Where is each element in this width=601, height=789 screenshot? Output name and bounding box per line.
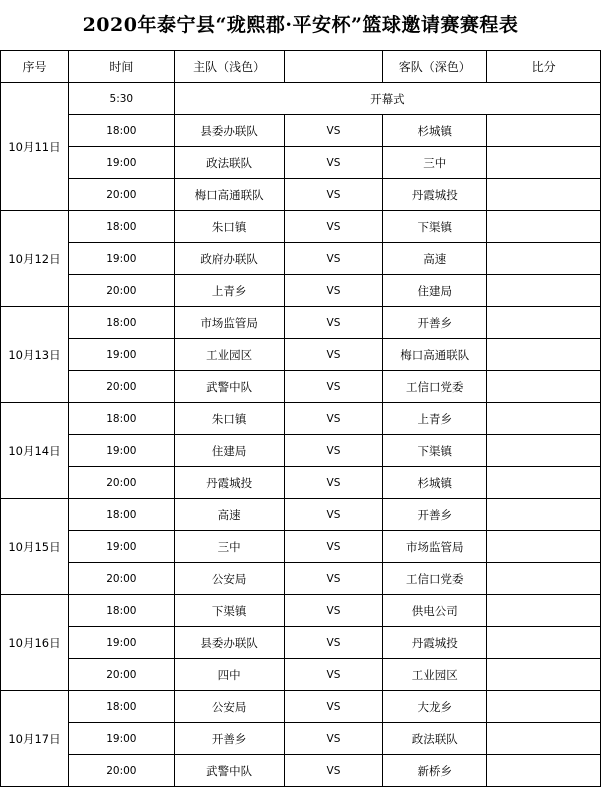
time-cell: 5:30 bbox=[68, 83, 174, 115]
score-cell bbox=[487, 563, 601, 595]
home-team-cell: 朱口镇 bbox=[174, 403, 284, 435]
opening-row bbox=[1, 83, 601, 115]
vs-cell: VS bbox=[284, 627, 383, 659]
vs-cell: VS bbox=[284, 147, 383, 179]
game-row bbox=[1, 275, 601, 307]
score-cell bbox=[487, 723, 601, 755]
game-row bbox=[1, 659, 601, 691]
home-team-cell: 住建局 bbox=[174, 435, 284, 467]
score-cell bbox=[487, 595, 601, 627]
game-row bbox=[1, 627, 601, 659]
time-cell: 19:00 bbox=[68, 723, 174, 755]
vs-cell: VS bbox=[284, 243, 383, 275]
home-team-cell: 高速 bbox=[174, 499, 284, 531]
game-row bbox=[1, 563, 601, 595]
home-team-cell: 工业园区 bbox=[174, 339, 284, 371]
away-team-cell: 下渠镇 bbox=[383, 211, 487, 243]
time-cell: 19:00 bbox=[68, 435, 174, 467]
score-cell bbox=[487, 627, 601, 659]
date-cell: 10月15日 bbox=[1, 499, 69, 595]
home-team-cell: 梅口高通联队 bbox=[174, 179, 284, 211]
away-team-cell: 杉城镇 bbox=[383, 467, 487, 499]
score-cell bbox=[487, 243, 601, 275]
away-team-cell: 大龙乡 bbox=[383, 691, 487, 723]
header-home: 主队（浅色） bbox=[174, 51, 284, 83]
time-cell: 18:00 bbox=[68, 595, 174, 627]
away-team-cell: 工业园区 bbox=[383, 659, 487, 691]
away-team-cell: 上青乡 bbox=[383, 403, 487, 435]
home-team-cell: 公安局 bbox=[174, 691, 284, 723]
vs-cell: VS bbox=[284, 595, 383, 627]
time-cell: 20:00 bbox=[68, 659, 174, 691]
time-cell: 20:00 bbox=[68, 179, 174, 211]
time-cell: 19:00 bbox=[68, 147, 174, 179]
schedule-table bbox=[0, 50, 601, 787]
game-row bbox=[1, 339, 601, 371]
vs-cell: VS bbox=[284, 723, 383, 755]
date-cell: 10月13日 bbox=[1, 307, 69, 403]
away-team-cell: 市场监管局 bbox=[383, 531, 487, 563]
game-row bbox=[1, 435, 601, 467]
away-team-cell: 丹霞城投 bbox=[383, 627, 487, 659]
score-cell bbox=[487, 403, 601, 435]
header-seq: 序号 bbox=[1, 51, 69, 83]
game-row bbox=[1, 499, 601, 531]
home-team-cell: 四中 bbox=[174, 659, 284, 691]
game-row bbox=[1, 723, 601, 755]
game-row bbox=[1, 179, 601, 211]
home-team-cell: 县委办联队 bbox=[174, 627, 284, 659]
opening-ceremony-cell: 开幕式 bbox=[174, 83, 600, 115]
vs-cell: VS bbox=[284, 563, 383, 595]
away-team-cell: 工信口党委 bbox=[383, 371, 487, 403]
header-score: 比分 bbox=[487, 51, 601, 83]
game-row bbox=[1, 403, 601, 435]
home-team-cell: 政府办联队 bbox=[174, 243, 284, 275]
vs-cell: VS bbox=[284, 179, 383, 211]
home-team-cell: 市场监管局 bbox=[174, 307, 284, 339]
game-row bbox=[1, 755, 601, 787]
home-team-cell: 三中 bbox=[174, 531, 284, 563]
date-cell: 10月17日 bbox=[1, 691, 69, 787]
home-team-cell: 上青乡 bbox=[174, 275, 284, 307]
vs-cell: VS bbox=[284, 467, 383, 499]
away-team-cell: 开善乡 bbox=[383, 499, 487, 531]
away-team-cell: 高速 bbox=[383, 243, 487, 275]
away-team-cell: 开善乡 bbox=[383, 307, 487, 339]
away-team-cell: 供电公司 bbox=[383, 595, 487, 627]
header-away: 客队（深色） bbox=[383, 51, 487, 83]
score-cell bbox=[487, 307, 601, 339]
time-cell: 18:00 bbox=[68, 307, 174, 339]
vs-cell: VS bbox=[284, 339, 383, 371]
vs-cell: VS bbox=[284, 403, 383, 435]
time-cell: 19:00 bbox=[68, 339, 174, 371]
time-cell: 20:00 bbox=[68, 755, 174, 787]
vs-cell: VS bbox=[284, 435, 383, 467]
game-row bbox=[1, 531, 601, 563]
away-team-cell: 住建局 bbox=[383, 275, 487, 307]
game-row bbox=[1, 115, 601, 147]
score-cell bbox=[487, 755, 601, 787]
header-time: 时间 bbox=[68, 51, 174, 83]
score-cell bbox=[487, 691, 601, 723]
vs-cell: VS bbox=[284, 115, 383, 147]
home-team-cell: 武警中队 bbox=[174, 755, 284, 787]
game-row bbox=[1, 211, 601, 243]
score-cell bbox=[487, 275, 601, 307]
away-team-cell: 新桥乡 bbox=[383, 755, 487, 787]
away-team-cell: 三中 bbox=[383, 147, 487, 179]
score-cell bbox=[487, 499, 601, 531]
game-row bbox=[1, 147, 601, 179]
score-cell bbox=[487, 211, 601, 243]
score-cell bbox=[487, 339, 601, 371]
header-vs bbox=[284, 51, 383, 83]
vs-cell: VS bbox=[284, 371, 383, 403]
time-cell: 18:00 bbox=[68, 115, 174, 147]
score-cell bbox=[487, 467, 601, 499]
away-team-cell: 政法联队 bbox=[383, 723, 487, 755]
game-row bbox=[1, 595, 601, 627]
score-cell bbox=[487, 179, 601, 211]
away-team-cell: 下渠镇 bbox=[383, 435, 487, 467]
score-cell bbox=[487, 659, 601, 691]
date-cell: 10月11日 bbox=[1, 83, 69, 211]
time-cell: 18:00 bbox=[68, 691, 174, 723]
time-cell: 18:00 bbox=[68, 403, 174, 435]
home-team-cell: 武警中队 bbox=[174, 371, 284, 403]
vs-cell: VS bbox=[284, 755, 383, 787]
header-row bbox=[1, 51, 601, 83]
score-cell bbox=[487, 147, 601, 179]
page-title: 2020年泰宁县“珑熙郡·平安杯”篮球邀请赛赛程表 bbox=[82, 14, 519, 36]
time-cell: 20:00 bbox=[68, 467, 174, 499]
date-cell: 10月14日 bbox=[1, 403, 69, 499]
date-cell: 10月16日 bbox=[1, 595, 69, 691]
vs-cell: VS bbox=[284, 499, 383, 531]
time-cell: 18:00 bbox=[68, 499, 174, 531]
vs-cell: VS bbox=[284, 275, 383, 307]
home-team-cell: 朱口镇 bbox=[174, 211, 284, 243]
game-row bbox=[1, 467, 601, 499]
home-team-cell: 下渠镇 bbox=[174, 595, 284, 627]
away-team-cell: 工信口党委 bbox=[383, 563, 487, 595]
time-cell: 19:00 bbox=[68, 627, 174, 659]
vs-cell: VS bbox=[284, 307, 383, 339]
game-row bbox=[1, 243, 601, 275]
time-cell: 19:00 bbox=[68, 531, 174, 563]
game-row bbox=[1, 691, 601, 723]
game-row bbox=[1, 371, 601, 403]
vs-cell: VS bbox=[284, 211, 383, 243]
vs-cell: VS bbox=[284, 531, 383, 563]
away-team-cell: 梅口高通联队 bbox=[383, 339, 487, 371]
time-cell: 18:00 bbox=[68, 211, 174, 243]
home-team-cell: 政法联队 bbox=[174, 147, 284, 179]
score-cell bbox=[487, 531, 601, 563]
vs-cell: VS bbox=[284, 659, 383, 691]
away-team-cell: 杉城镇 bbox=[383, 115, 487, 147]
score-cell bbox=[487, 435, 601, 467]
game-row bbox=[1, 307, 601, 339]
time-cell: 20:00 bbox=[68, 371, 174, 403]
score-cell bbox=[487, 371, 601, 403]
home-team-cell: 公安局 bbox=[174, 563, 284, 595]
away-team-cell: 丹霞城投 bbox=[383, 179, 487, 211]
home-team-cell: 丹霞城投 bbox=[174, 467, 284, 499]
time-cell: 20:00 bbox=[68, 563, 174, 595]
vs-cell: VS bbox=[284, 691, 383, 723]
home-team-cell: 县委办联队 bbox=[174, 115, 284, 147]
date-cell: 10月12日 bbox=[1, 211, 69, 307]
time-cell: 19:00 bbox=[68, 243, 174, 275]
home-team-cell: 开善乡 bbox=[174, 723, 284, 755]
time-cell: 20:00 bbox=[68, 275, 174, 307]
score-cell bbox=[487, 115, 601, 147]
